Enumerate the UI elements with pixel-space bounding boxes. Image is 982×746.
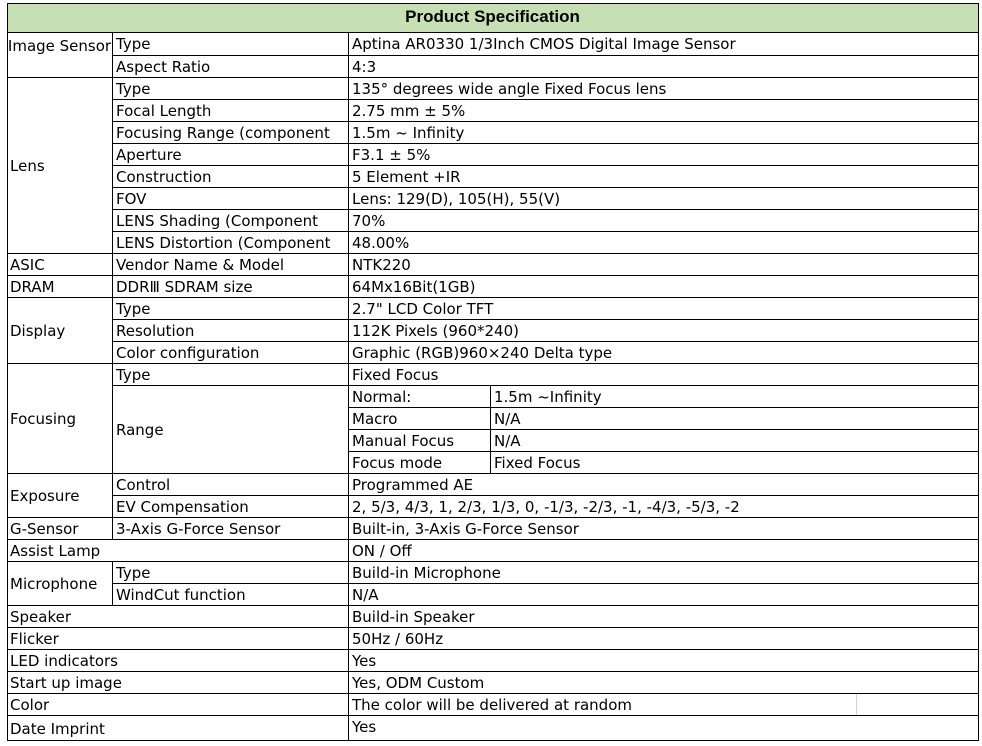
spec-key: Construction	[116, 168, 212, 186]
spec-value: The color will be delivered at random	[352, 696, 632, 714]
key-column-border	[112, 363, 113, 473]
focus-mode-value: N/A	[494, 410, 521, 428]
row-line	[112, 385, 978, 386]
row-line	[348, 451, 978, 452]
row-line	[112, 319, 978, 320]
group-line	[7, 517, 979, 518]
key-column-border	[112, 473, 113, 517]
spec-value: 5 Element +IR	[352, 168, 461, 186]
spec-value: 2.75 mm ± 5%	[352, 102, 466, 120]
row-line	[348, 429, 978, 430]
spec-key: WindCut function	[116, 586, 246, 604]
group-line	[7, 605, 979, 606]
table-right-border	[978, 32, 979, 740]
focus-mode-label: Macro	[352, 410, 398, 428]
page-title: Product Specification	[405, 7, 580, 26]
spec-value: 2.7" LCD Color TFT	[352, 300, 494, 318]
row-line	[112, 55, 978, 56]
group-line	[7, 77, 979, 78]
spec-key: Type	[116, 35, 151, 53]
spec-key: Type	[116, 564, 151, 582]
key-column-border	[112, 297, 113, 363]
focus-mode-label: Focus mode	[352, 454, 443, 472]
row-line	[348, 407, 978, 408]
spec-key: Color configuration	[116, 344, 260, 362]
group-label-image-sensor: Image Sensor	[7, 37, 112, 55]
spec-value: 4:3	[352, 58, 377, 76]
spec-key: Type	[116, 300, 151, 318]
key-column-border	[112, 275, 113, 297]
spec-value: Aptina AR0330 1/3Inch CMOS Digital Image Sensor	[352, 35, 736, 53]
row-line	[112, 209, 978, 210]
group-line	[7, 363, 979, 364]
spec-key: Vendor Name & Model	[116, 256, 284, 274]
group-line	[7, 715, 979, 716]
group-line	[7, 297, 979, 298]
group-label-asic: ASIC	[10, 256, 45, 274]
spec-key: Focal Length	[116, 102, 212, 120]
group-line	[7, 649, 979, 650]
group-line	[7, 253, 979, 254]
group-line	[7, 740, 979, 741]
group-label-flicker: Flicker	[10, 630, 59, 648]
spec-key: Control	[116, 476, 171, 494]
group-label-display: Display	[10, 322, 66, 340]
header-top-border	[7, 3, 978, 4]
group-label-startup: Start up image	[10, 674, 122, 692]
spec-value: Yes, ODM Custom	[352, 674, 485, 692]
group-line	[7, 627, 979, 628]
key-column-border	[112, 253, 113, 275]
row-line	[112, 143, 978, 144]
focus-mode-label: Manual Focus	[352, 432, 455, 450]
row-line	[112, 341, 978, 342]
spec-key: Aperture	[116, 146, 182, 164]
spec-value: 50Hz / 60Hz	[352, 630, 444, 648]
spec-value: Built-in, 3-Axis G-Force Sensor	[352, 520, 579, 538]
focusing-range-label: Range	[116, 421, 164, 439]
spec-value: 48.00%	[352, 234, 410, 252]
row-line	[112, 99, 978, 100]
spec-value: 112K Pixels (960*240)	[352, 322, 519, 340]
row-line	[112, 231, 978, 232]
row-line	[112, 165, 978, 166]
group-line	[7, 539, 979, 540]
spec-value: Graphic (RGB)960×240 Delta type	[352, 344, 613, 362]
spec-key: LENS Shading (Component	[116, 212, 318, 230]
group-label-date: Date Imprint	[10, 720, 105, 738]
spec-key: Aspect Ratio	[116, 58, 211, 76]
key-column-border	[112, 32, 113, 77]
spec-value: Lens: 129(D), 105(H), 55(V)	[352, 190, 561, 208]
row-line	[112, 495, 978, 496]
spec-value: 1.5m ~ Infinity	[352, 124, 465, 142]
group-label-focusing: Focusing	[10, 410, 77, 428]
spec-value: 70%	[352, 212, 386, 230]
group-line	[7, 275, 979, 276]
spec-value: 135° degrees wide angle Fixed Focus lens	[352, 80, 667, 98]
spec-key: Focusing Range (component	[116, 124, 330, 142]
value-column-border	[348, 32, 349, 740]
key-column-border	[112, 77, 113, 253]
spec-key: DDRⅢ SDRAM size	[116, 278, 253, 296]
key-column-border	[112, 561, 113, 605]
group-line	[7, 561, 979, 562]
group-label-assist-lamp: Assist Lamp	[10, 542, 101, 560]
header-left-border	[7, 3, 8, 32]
row-line	[112, 187, 978, 188]
group-line	[7, 693, 979, 694]
spec-key: Type	[116, 80, 151, 98]
spec-value: 2, 5/3, 4/3, 1, 2/3, 1/3, 0, -1/3, -2/3, -1, -4/3, -5/3, -2	[352, 498, 740, 516]
spec-value: Yes	[352, 652, 377, 670]
focus-mode-value: 1.5m ~Infinity	[494, 388, 602, 406]
spec-value: Build-in Microphone	[352, 564, 501, 582]
group-label-lens: Lens	[10, 157, 45, 175]
row-line	[112, 583, 978, 584]
focus-mode-label: Normal:	[352, 388, 412, 406]
group-label-dram: DRAM	[10, 278, 55, 296]
focus-mode-value: Fixed Focus	[494, 454, 581, 472]
spec-value: Build-in Speaker	[352, 608, 475, 626]
header-right-border	[978, 3, 979, 32]
spec-value: Fixed Focus	[352, 366, 439, 384]
row-line	[112, 121, 978, 122]
row-line	[7, 32, 979, 33]
focus-mode-value: N/A	[494, 432, 521, 450]
spec-value: N/A	[352, 586, 379, 604]
group-line	[7, 473, 979, 474]
spec-value: F3.1 ± 5%	[352, 146, 431, 164]
spec-key: Resolution	[116, 322, 195, 340]
group-label-exposure: Exposure	[10, 487, 80, 505]
key-column-border	[112, 517, 113, 539]
spec-value: 64Mx16Bit(1GB)	[352, 278, 476, 296]
focusing-sub-divider	[490, 385, 491, 473]
group-label-gsensor: G-Sensor	[10, 520, 79, 538]
spec-value: Programmed AE	[352, 476, 474, 494]
table-left-border	[7, 32, 8, 740]
faint-grid-line	[856, 693, 857, 715]
spec-key: LENS Distortion (Component	[116, 234, 331, 252]
spec-key: EV Compensation	[116, 498, 249, 516]
group-label-speaker: Speaker	[10, 608, 72, 626]
group-line	[7, 671, 979, 672]
group-label-led: LED indicators	[10, 652, 118, 670]
spec-key: Type	[116, 366, 151, 384]
spec-key: FOV	[116, 190, 147, 208]
group-label-microphone: Microphone	[10, 575, 98, 593]
spec-value: Yes	[352, 718, 377, 736]
spec-key: 3-Axis G-Force Sensor	[116, 520, 281, 538]
spec-value: NTK220	[352, 256, 411, 274]
spec-value: ON / Off	[352, 542, 412, 560]
group-label-color: Color	[10, 696, 50, 714]
